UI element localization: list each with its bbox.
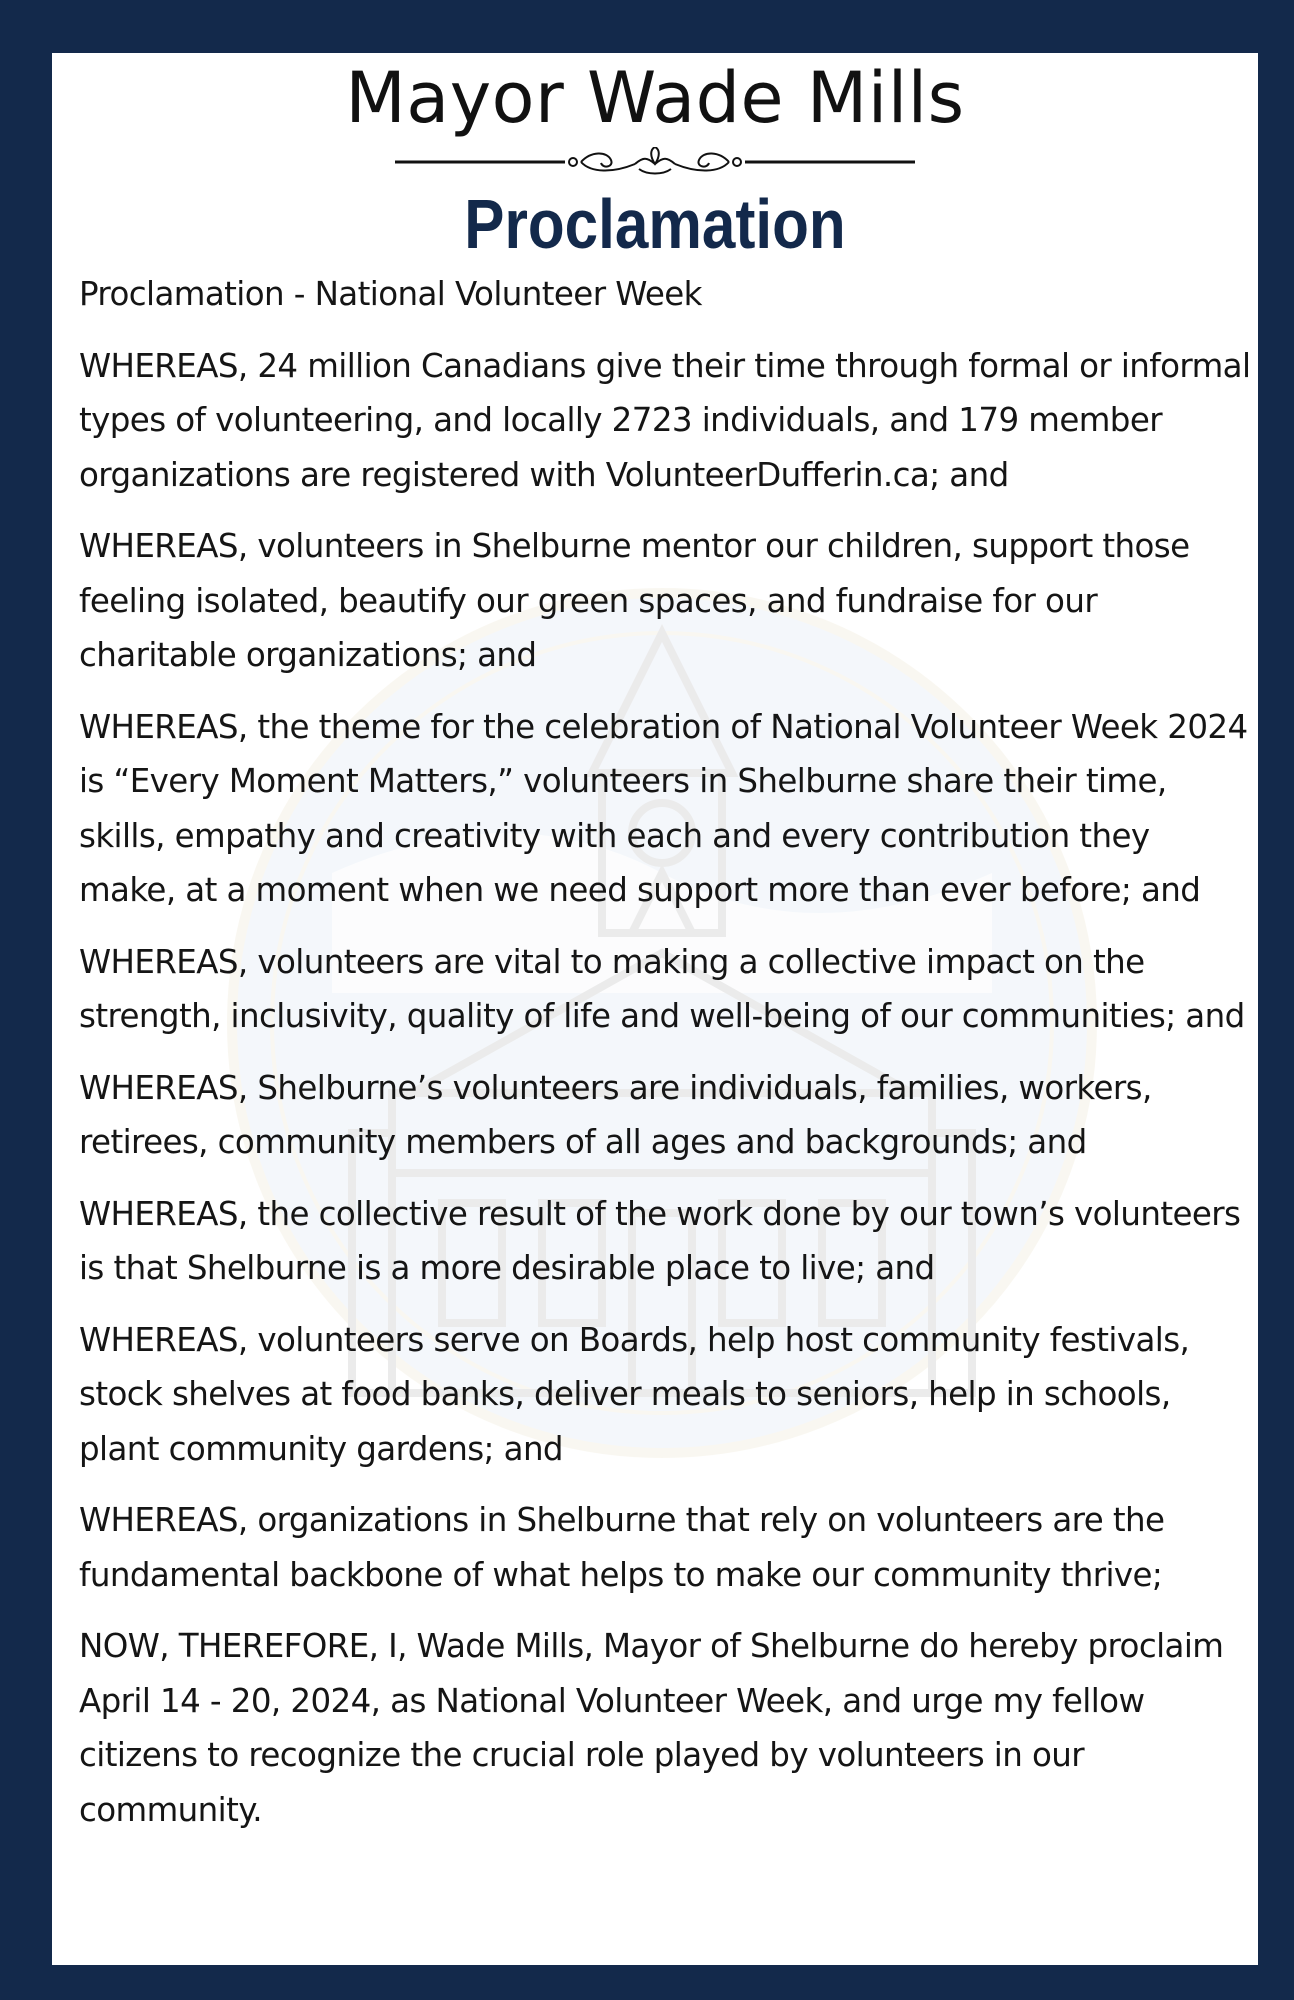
whereas-clause: WHEREAS, organizations in Shelburne that rely on volunteers are the fundamental backbone of what helps to make our community thrive; — [79, 1501, 1165, 1594]
proclamation-card — [52, 53, 1258, 1965]
mayor-name-heading: Mayor Wade Mills — [345, 57, 965, 139]
proclamation-body — [79, 267, 1251, 1854]
proclamation-title: Proclamation — [464, 185, 846, 263]
whereas-clause: WHEREAS, volunteers in Shelburne mentor our children, support those feeling isolated, beautify our green spaces, and fundraise for our charitable organizations; and — [79, 527, 1190, 674]
whereas-clause: WHEREAS, volunteers serve on Boards, help host community festivals, stock shelves at food banks, deliver meals to seniors, help in schools, plant community gardens; and — [79, 1320, 1190, 1468]
whereas-clause: WHEREAS, 24 million Canadians give their time through formal or informal types of volunteering, and locally 2723 individuals, and 179 member organizations are registered with VolunteerDufferin.ca; and — [79, 346, 1251, 494]
whereas-clause: WHEREAS, Shelburne’s volunteers are individuals, families, workers, retirees, community members of all ages and backgrounds; and — [79, 1068, 1152, 1161]
proclamation-subject: Proclamation - National Volunteer Week — [79, 275, 702, 313]
therefore-clause: NOW, THEREFORE, I, Wade Mills, Mayor of Shelburne do hereby proclaim April 14 - 20, 2024, as National Volunteer Week, and urge my fellow citizens to recognize the crucial role played by volunteers in our community. — [79, 1627, 1224, 1829]
whereas-clause: WHEREAS, the theme for the celebration of National Volunteer Week 2024 is “Every Moment Matters,” volunteers in Shelburne share their time, skills, empathy and creativity with each and every contribution they make, at a moment when we need support more than ever before; and — [79, 707, 1248, 909]
whereas-clause: WHEREAS, the collective result of the work done by our town’s volunteers is that Shelburne is a more desirable place to live; and — [79, 1194, 1241, 1287]
whereas-clause: WHEREAS, volunteers are vital to making a collective impact on the strength, inclusivity, quality of life and well-being of our communities; and — [79, 942, 1245, 1035]
ornamental-flourish-icon — [395, 147, 915, 177]
